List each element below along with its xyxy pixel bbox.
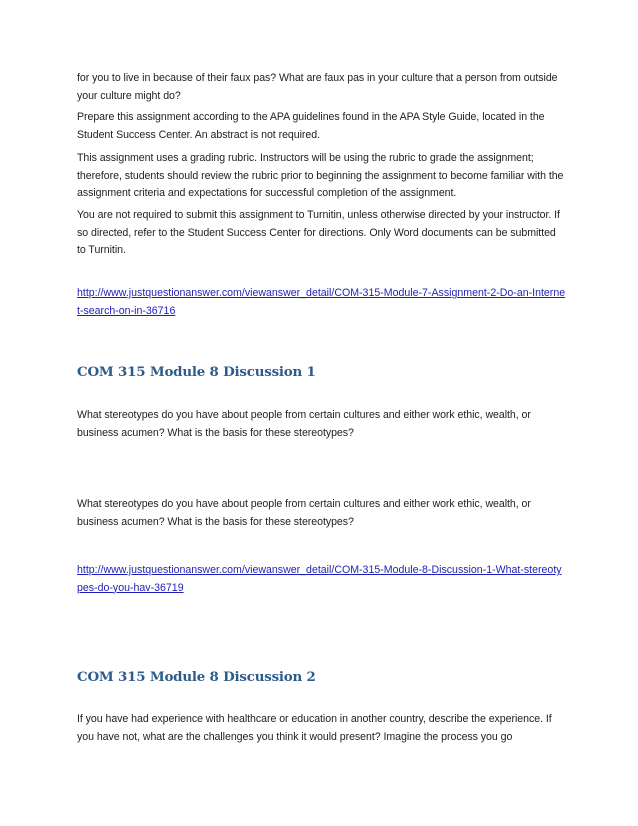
section-heading-discussion-2: COM 315 Module 8 Discussion 2 xyxy=(77,669,316,685)
discussion-1-question-repeat: What stereotypes do you have about people from certain cultures and either work ethic, wealth, or business acumen? What is the basis for these stereotypes? xyxy=(77,498,531,528)
section-heading-discussion-1: COM 315 Module 8 Discussion 1 xyxy=(77,364,316,380)
discussion-1-question: What stereotypes do you have about people from certain cultures and either work ethic, wealth, or business acumen? What is the basis for these stereotypes? xyxy=(77,409,531,439)
discussion-1-answer-link[interactable]: http://www.justquestionanswer.com/viewanswer_detail/COM-315-Module-8-Discussion-1-What-stereotypes-do-you-hav-36719 xyxy=(77,564,562,594)
rubric-note-paragraph: This assignment uses a grading rubric. Instructors will be using the rubric to grade the assignment; therefore, students should review the rubric prior to beginning the assignment to become familiar with the assignment criteria and expectations for successful completion of the assignment. xyxy=(77,152,564,200)
apa-instructions-paragraph: Prepare this assignment according to the APA guidelines found in the APA Style Guide, located in the Student Success Center. An abstract is not required. xyxy=(77,111,545,141)
discussion-2-question: If you have had experience with healthcare or education in another country, describe the experience. If you have not, what are the challenges you think it would present? Imagine the process you go xyxy=(77,713,552,743)
intro-continuation-paragraph: for you to live in because of their faux pas? What are faux pas in your culture that a person from outside your culture might do? xyxy=(77,72,558,102)
turnitin-note-paragraph: You are not required to submit this assignment to Turnitin, unless otherwise directed by your instructor. If so directed, refer to the Student Success Center for directions. Only Word documents can be submitted to Turnitin. xyxy=(77,209,560,257)
assignment-answer-link[interactable]: http://www.justquestionanswer.com/viewanswer_detail/COM-315-Module-7-Assignment-2-Do-an-Internet-search-on-in-36716 xyxy=(77,287,566,317)
